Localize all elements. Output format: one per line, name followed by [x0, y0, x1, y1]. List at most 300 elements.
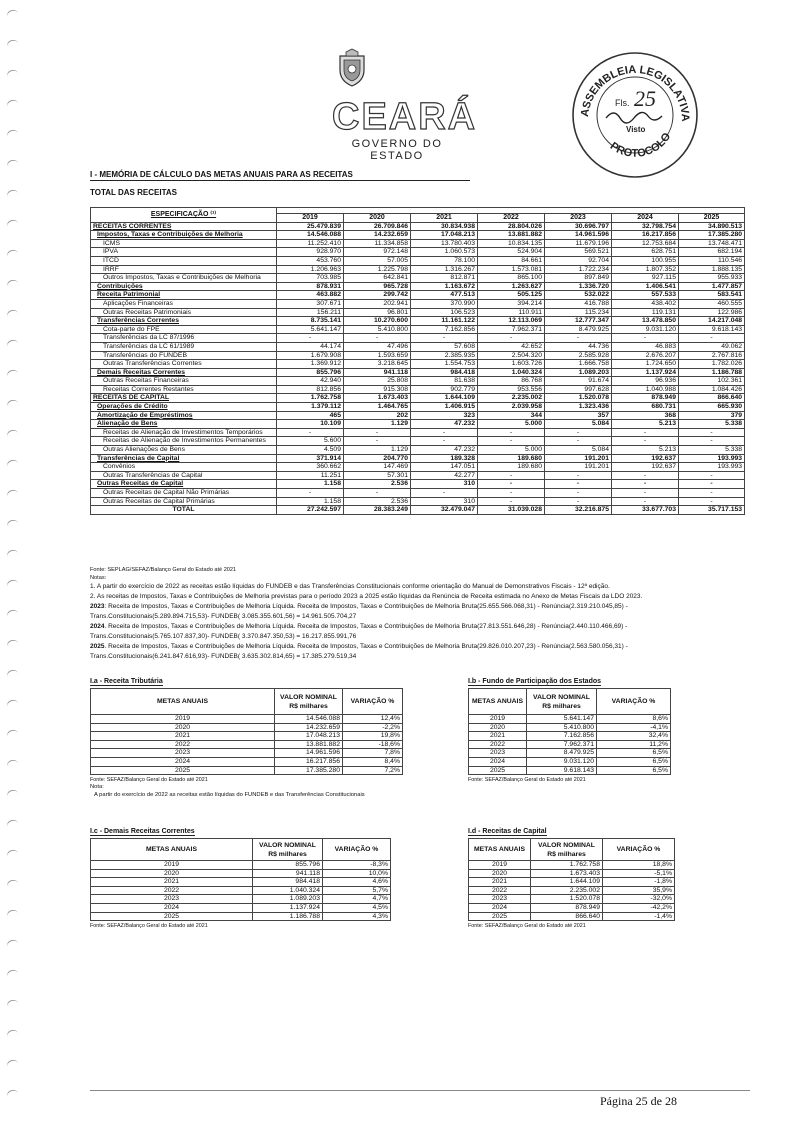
table-row: [91, 723, 403, 732]
cell-value: 682.194: [679, 248, 745, 257]
cell-value: 91.674: [545, 377, 612, 386]
value-cell: 5.410.800: [527, 723, 597, 732]
table-row: [91, 351, 745, 360]
variation-cell: -8,3%: [323, 861, 391, 870]
cell-value: 379: [679, 411, 745, 420]
cell-value: 9.031.120: [612, 325, 679, 334]
table-row: [469, 732, 671, 741]
note-2: 2. As receitas de Impostos, Taxas e Contribuições de Melhoria previstas para o período 2023 a 2025 estão líquidas da Renúncia de Receita estimada no Anexo de Metas Fiscais da LDO 2023.: [90, 593, 643, 600]
table-row: [91, 291, 745, 300]
cell-value: 5.600: [277, 437, 344, 446]
variation-cell: 12,4%: [343, 715, 403, 724]
table-row: [91, 377, 745, 386]
table-row: [91, 912, 391, 921]
table-row: [91, 274, 745, 283]
cell-value: 110.911: [478, 308, 545, 317]
year-cell: 2025: [91, 766, 275, 775]
cell-value: 31.039.028: [478, 506, 545, 515]
cell-value: 1.336.720: [545, 282, 612, 291]
table-row: [469, 723, 671, 732]
fpe-table: [468, 688, 671, 775]
stamp-bottom-text: PROTOCOLO: [607, 130, 674, 160]
spec-header: ESPECIFICAÇÃO ⁽¹⁾: [91, 208, 277, 223]
row-label: Outras Receitas Patrimoniais: [91, 308, 277, 317]
cell-value: 915.308: [344, 385, 411, 394]
year-cell: 2020: [469, 869, 531, 878]
table-row: [91, 385, 745, 394]
cell-value: 984.418: [411, 368, 478, 377]
cell-value: 30.696.797: [545, 222, 612, 231]
table-d-caption: I.d - Receitas de Capital: [468, 828, 547, 835]
cell-value: 927.115: [612, 274, 679, 283]
table-row: [91, 766, 403, 775]
stamp-seal-icon: [568, 48, 702, 182]
row-label: Demais Receitas Correntes: [91, 368, 277, 377]
cell-value: 1.379.112: [277, 403, 344, 412]
table-row: [91, 454, 745, 463]
variation-cell: 8,6%: [597, 715, 671, 724]
tributary-revenue-block: [90, 678, 403, 799]
table-b-h-metas: METAS ANUAIS: [469, 689, 527, 715]
cell-value: 47.232: [411, 446, 478, 455]
cell-value: 12.113.069: [478, 317, 545, 326]
row-label: Outras Receitas Financeiras: [91, 377, 277, 386]
year-cell: 2021: [91, 878, 253, 887]
row-label: Transferências de Capital: [91, 454, 277, 463]
cell-value: 323: [411, 411, 478, 420]
table-b-source: Fonte: SEFAZ/Balanço Geral do Estado até 2021: [468, 777, 586, 784]
cell-value: 1.666.758: [545, 360, 612, 369]
cell-value: 902.779: [411, 385, 478, 394]
cell-value: 812.871: [411, 274, 478, 283]
year-cell: 2023: [469, 895, 531, 904]
cell-value: 78.100: [411, 256, 478, 265]
cell-value: 147.469: [344, 463, 411, 472]
table-row: [91, 757, 403, 766]
table-c-h-valor: VALOR NOMINAL R$ milhares: [253, 839, 323, 861]
table-a-h-var: VARIAÇÃO %: [343, 689, 403, 715]
table-row: [91, 403, 745, 412]
cell-value: -: [612, 334, 679, 343]
table-c-h-metas: METAS ANUAIS: [91, 839, 253, 861]
cell-value: 642.841: [344, 274, 411, 283]
cell-value: 1.158: [277, 497, 344, 506]
cell-value: 5.338: [679, 446, 745, 455]
cell-value: 191.201: [545, 454, 612, 463]
table-row: [91, 411, 745, 420]
row-label: RECEITAS DE CAPITAL: [91, 394, 277, 403]
cell-value: 368: [612, 411, 679, 420]
table-a-h-metas: METAS ANUAIS: [91, 689, 275, 715]
cell-value: 532.022: [545, 291, 612, 300]
table-b-h-var: VARIAÇÃO %: [597, 689, 671, 715]
cell-value: -: [612, 489, 679, 498]
table-row: [469, 766, 671, 775]
value-cell: 984.418: [253, 878, 323, 887]
cell-value: 12.777.347: [545, 317, 612, 326]
cell-value: 5.213: [612, 446, 679, 455]
value-cell: 878.949: [531, 903, 603, 912]
cell-value: 34.890.513: [679, 222, 745, 231]
variation-cell: 35,9%: [603, 886, 675, 895]
other-current-revenue-table: [90, 838, 391, 921]
table-c-source: Fonte: SEFAZ/Balanço Geral do Estado até 2021: [90, 923, 208, 930]
cell-value: 2.385.935: [411, 351, 478, 360]
cell-value: 2.039.958: [478, 403, 545, 412]
cell-value: 524.904: [478, 248, 545, 257]
year-header: 2019: [277, 214, 344, 223]
value-cell: 1.673.403: [531, 869, 603, 878]
cell-value: 2.536: [344, 480, 411, 489]
table-row: [91, 222, 745, 231]
cell-value: 106.523: [411, 308, 478, 317]
fpe-block: [468, 678, 671, 783]
row-label: Receita Patrimonial: [91, 291, 277, 300]
year-cell: 2024: [469, 903, 531, 912]
cell-value: -: [478, 497, 545, 506]
cell-value: -: [344, 428, 411, 437]
table-row: [91, 299, 745, 308]
table-c-caption: I.c - Demais Receitas Correntes: [90, 828, 195, 835]
cell-value: 1.323.436: [545, 403, 612, 412]
cell-value: -: [411, 437, 478, 446]
row-label: Outros Impostos, Taxas e Contribuições de Melhoria: [91, 274, 277, 283]
row-label: Contribuições: [91, 282, 277, 291]
binder-holes: [6, 10, 26, 1110]
variation-cell: -32,0%: [603, 895, 675, 904]
row-label: Aplicações Financeiras: [91, 299, 277, 308]
cell-value: 192.637: [612, 463, 679, 472]
cell-value: -: [478, 428, 545, 437]
table-row: [91, 256, 745, 265]
cell-value: 855.796: [277, 368, 344, 377]
value-cell: 14.232.659: [275, 723, 343, 732]
cell-value: 1.477.857: [679, 282, 745, 291]
row-label: ICMS: [91, 239, 277, 248]
cell-value: 115.234: [545, 308, 612, 317]
value-cell: 7.962.371: [527, 740, 597, 749]
cell-value: 32.479.047: [411, 506, 478, 515]
year-header: 2022: [478, 214, 545, 223]
note-2024-line2: Trans.Constitucionais(5.765.107.837,30)- FUNDEB( 3.370.847.350,53) = 16.217.855.991,76: [90, 633, 357, 640]
table-row: [91, 282, 745, 291]
cell-value: 583.541: [679, 291, 745, 300]
year-cell: 2019: [469, 861, 531, 870]
cell-value: 5.338: [679, 420, 745, 429]
cell-value: 680.731: [612, 403, 679, 412]
table-a-source: Fonte: SEFAZ/Balanço Geral do Estado até 2021: [90, 777, 208, 784]
variation-cell: 4,7%: [323, 895, 391, 904]
cell-value: 13.748.471: [679, 239, 745, 248]
value-cell: 17.385.280: [275, 766, 343, 775]
table-row: [91, 463, 745, 472]
cell-value: 1.369.912: [277, 360, 344, 369]
table-row: [91, 749, 403, 758]
cell-value: 189.680: [478, 454, 545, 463]
stamp-fls-label: Fls.: [615, 98, 630, 108]
cell-value: 1.888.135: [679, 265, 745, 274]
table-a-h-valor: VALOR NOMINAL R$ milhares: [275, 689, 343, 715]
cell-value: 955.933: [679, 274, 745, 283]
cell-value: -: [679, 334, 745, 343]
note-2024-line1: 2024. Receita de Impostos, Taxas e Contribuições de Melhoria Líquida. Receita de Impostos, Taxas e Contribuições de Melhoria Bruta(27.813.551.646,28) - Renúncia(2.440.110.466,69) -: [90, 623, 628, 630]
table-row: [91, 895, 391, 904]
cell-value: 1.464.765: [344, 403, 411, 412]
cell-value: 46.883: [612, 342, 679, 351]
cell-value: 1.089.203: [545, 368, 612, 377]
row-label: IPVA: [91, 248, 277, 257]
table-row: [91, 368, 745, 377]
cell-value: 47.232: [411, 420, 478, 429]
table-row: [91, 732, 403, 741]
cell-value: 10.834.135: [478, 239, 545, 248]
notes-label: Notas:: [90, 575, 107, 581]
cell-value: 28.383.249: [344, 506, 411, 515]
variation-cell: 6,5%: [597, 749, 671, 758]
variation-cell: 5,7%: [323, 886, 391, 895]
cell-value: 360.662: [277, 463, 344, 472]
cell-value: 505.125: [478, 291, 545, 300]
cell-value: -: [545, 437, 612, 446]
value-cell: 2.235.002: [531, 886, 603, 895]
cell-value: 1.762.758: [277, 394, 344, 403]
cell-value: 1.084.426: [679, 385, 745, 394]
cell-value: -: [344, 334, 411, 343]
signature-icon: [606, 112, 662, 123]
cell-value: 953.556: [478, 385, 545, 394]
cell-value: 7.162.856: [411, 325, 478, 334]
row-label: ITCD: [91, 256, 277, 265]
year-cell: 2022: [469, 740, 527, 749]
cell-value: 8.735.141: [277, 317, 344, 326]
year-header: 2025: [679, 214, 745, 223]
variation-cell: 6,5%: [597, 766, 671, 775]
value-cell: 14.546.088: [275, 715, 343, 724]
cell-value: 11.679.196: [545, 239, 612, 248]
cell-value: 463.882: [277, 291, 344, 300]
note-2025-line2: Trans.Constitucionais(6.241.847.616,93)- FUNDEB( 3.635.302.814,65) = 17.385.279.519,34: [90, 653, 357, 660]
cell-value: 438.402: [612, 299, 679, 308]
cell-value: -: [545, 480, 612, 489]
cell-value: 204.770: [344, 454, 411, 463]
row-label: RECEITAS CORRENTES: [91, 222, 277, 231]
value-cell: 14.961.596: [275, 749, 343, 758]
variation-cell: 7,2%: [343, 766, 403, 775]
brand-subtitle: GOVERNO DO ESTADO: [351, 138, 443, 162]
row-label: Convênios: [91, 463, 277, 472]
cell-value: -: [478, 489, 545, 498]
note-2023-line1: 2023: Receita de Impostos, Taxas e Contribuições de Melhoria Líquida. Receita de Impostos, Taxas e Contribuições de Melhoria Bruta(25.655.566.068,31) - Renúncia(2.319.210.045,85) -: [90, 603, 628, 610]
cell-value: -: [411, 489, 478, 498]
cell-value: 14.232.659: [344, 231, 411, 240]
year-cell: 2020: [469, 723, 527, 732]
government-logo: [332, 48, 478, 162]
cell-value: 122.986: [679, 308, 745, 317]
table-row: [91, 437, 745, 446]
cell-value: 5.084: [545, 446, 612, 455]
table-row: [91, 497, 745, 506]
table-row: [469, 912, 675, 921]
variation-cell: -18,6%: [343, 740, 403, 749]
cell-value: -: [612, 480, 679, 489]
cell-value: 1.644.109: [411, 394, 478, 403]
table-row: [91, 394, 745, 403]
value-cell: 8.479.925: [527, 749, 597, 758]
cell-value: 27.242.597: [277, 506, 344, 515]
year-cell: 2025: [469, 912, 531, 921]
variation-cell: 32,4%: [597, 732, 671, 741]
year-cell: 2019: [91, 861, 253, 870]
cell-value: 35.717.153: [679, 506, 745, 515]
cell-value: 17.385.280: [679, 231, 745, 240]
year-cell: 2020: [91, 869, 253, 878]
cell-value: 25.808: [344, 377, 411, 386]
cell-value: 3.218.645: [344, 360, 411, 369]
cell-value: -: [344, 489, 411, 498]
row-label: Transferências Correntes: [91, 317, 277, 326]
cell-value: 416.788: [545, 299, 612, 308]
table-d-h-var: VARIAÇÃO %: [603, 839, 675, 861]
table-row: [91, 239, 745, 248]
variation-cell: 4,3%: [323, 912, 391, 921]
other-current-revenue-block: [90, 828, 391, 929]
tributary-revenue-table: [90, 688, 403, 775]
cell-value: 1.158: [277, 480, 344, 489]
cell-value: 5.084: [545, 420, 612, 429]
revenue-table-body: [91, 222, 745, 514]
cell-value: 47.496: [344, 342, 411, 351]
year-cell: 2023: [91, 895, 253, 904]
row-label: Impostos, Taxas e Contribuições de Melhoria: [91, 231, 277, 240]
cell-value: 11.161.122: [411, 317, 478, 326]
value-cell: 1.040.324: [253, 886, 323, 895]
cell-value: 965.728: [344, 282, 411, 291]
cell-value: 477.513: [411, 291, 478, 300]
cell-value: 119.131: [612, 308, 679, 317]
row-label: Transferências da LC 61/1989: [91, 342, 277, 351]
cell-value: 2.676.207: [612, 351, 679, 360]
cell-value: -: [411, 428, 478, 437]
table-row: [91, 248, 745, 257]
row-label: Transferências da LC 87/1996: [91, 334, 277, 343]
cell-value: -: [478, 334, 545, 343]
coat-of-arms-icon: [332, 48, 372, 88]
table-b-h-valor: VALOR NOMINAL R$ milhares: [527, 689, 597, 715]
year-cell: 2022: [91, 740, 275, 749]
row-label: Outras Transferências de Capital: [91, 471, 277, 480]
cell-value: 42.277: [411, 471, 478, 480]
cell-value: 628.751: [612, 248, 679, 257]
cell-value: -: [478, 471, 545, 480]
table-row: [469, 895, 675, 904]
cell-value: 193.993: [679, 454, 745, 463]
cell-value: 878.949: [612, 394, 679, 403]
table-row: [469, 903, 675, 912]
cell-value: -: [612, 428, 679, 437]
cell-value: 32.216.875: [545, 506, 612, 515]
cell-value: 202: [344, 411, 411, 420]
value-cell: 9.618.143: [527, 766, 597, 775]
cell-value: 49.062: [679, 342, 745, 351]
cell-value: 16.217.856: [612, 231, 679, 240]
cell-value: -: [478, 480, 545, 489]
cell-value: 1.679.908: [277, 351, 344, 360]
cell-value: 202.941: [344, 299, 411, 308]
year-cell: 2019: [469, 715, 527, 724]
cell-value: 1.206.963: [277, 265, 344, 274]
row-label: Receitas de Alienação de Investimentos Permanentes: [91, 437, 277, 446]
cell-value: 665.930: [679, 403, 745, 412]
note-2025-line1: 2025. Receita de Impostos, Taxas e Contribuições de Melhoria Líquida. Receita de Impostos, Taxas e Contribuições de Melhoria Bruta(29.826.010.207,23) - Renúncia(2.563.580.056,31) -: [90, 643, 628, 650]
cell-value: 307.671: [277, 299, 344, 308]
variation-cell: 19,8%: [343, 732, 403, 741]
table-row: [91, 861, 391, 870]
row-label: Alienação de Bens: [91, 420, 277, 429]
table-row: [469, 715, 671, 724]
variation-cell: 18,8%: [603, 861, 675, 870]
table-c-h-var: VARIAÇÃO %: [323, 839, 391, 861]
cell-value: 1.573.081: [478, 265, 545, 274]
year-header: 2023: [545, 214, 612, 223]
cell-value: 102.361: [679, 377, 745, 386]
variation-cell: 11,2%: [597, 740, 671, 749]
table-row: [91, 886, 391, 895]
cell-value: 2.767.816: [679, 351, 745, 360]
cell-value: 192.637: [612, 454, 679, 463]
value-cell: 5.641.147: [527, 715, 597, 724]
cell-value: 30.834.938: [411, 222, 478, 231]
cell-value: 1.225.798: [344, 265, 411, 274]
row-label: Receitas de Alienação de Investimentos Temporários: [91, 428, 277, 437]
cell-value: 156.211: [277, 308, 344, 317]
capital-revenue-table: [468, 838, 675, 921]
cell-value: 928.970: [277, 248, 344, 257]
year-cell: 2024: [91, 903, 253, 912]
cell-value: -: [277, 489, 344, 498]
table-row: [91, 265, 745, 274]
cell-value: 8.479.925: [545, 325, 612, 334]
cell-value: 9.618.143: [679, 325, 745, 334]
cell-value: 10.109: [277, 420, 344, 429]
cell-value: 1.163.672: [411, 282, 478, 291]
value-cell: 1.520.078: [531, 895, 603, 904]
value-cell: 7.162.856: [527, 732, 597, 741]
cell-value: 1.554.753: [411, 360, 478, 369]
table-row: [91, 715, 403, 724]
cell-value: 357: [545, 411, 612, 420]
table-row: [91, 428, 745, 437]
value-cell: 941.118: [253, 869, 323, 878]
table-row: [91, 740, 403, 749]
variation-cell: 4,6%: [323, 878, 391, 887]
cell-value: 14.546.088: [277, 231, 344, 240]
section-title: I - MEMÓRIA DE CÁLCULO DAS METAS ANUAIS PARA AS RECEITAS: [90, 170, 470, 181]
row-label: Operações de Crédito: [91, 403, 277, 412]
cell-value: 1.722.234: [545, 265, 612, 274]
year-header: 2021: [411, 214, 478, 223]
cell-value: -: [545, 428, 612, 437]
cell-value: 12.753.684: [612, 239, 679, 248]
cell-value: 84.661: [478, 256, 545, 265]
cell-value: 10.270.600: [344, 317, 411, 326]
year-cell: 2021: [469, 732, 527, 741]
cell-value: 1.186.788: [679, 368, 745, 377]
table-row: [469, 757, 671, 766]
cell-value: 2.235.002: [478, 394, 545, 403]
cell-value: 997.628: [545, 385, 612, 394]
year-cell: 2023: [91, 749, 275, 758]
cell-value: -: [679, 489, 745, 498]
